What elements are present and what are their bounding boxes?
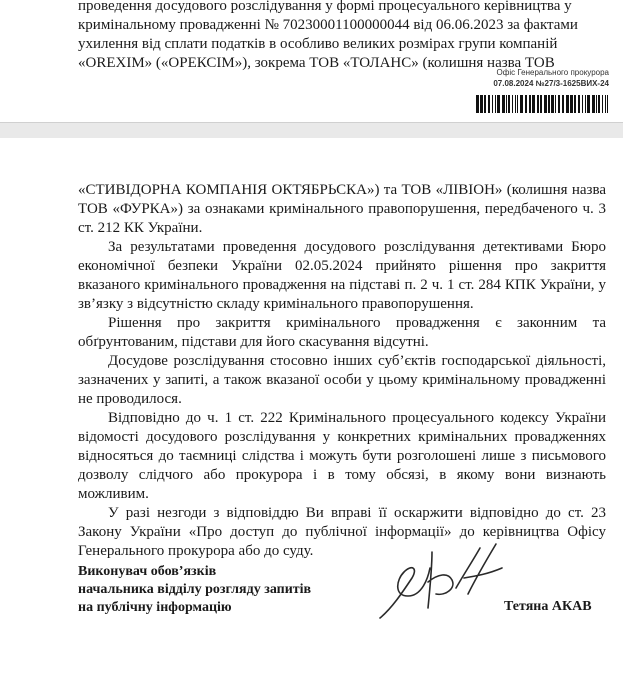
- barcode-bar: [495, 95, 496, 113]
- barcode-bar: [512, 95, 513, 113]
- page-bottom: [0, 138, 623, 684]
- barcode-bar: [540, 95, 542, 113]
- top-paragraph: [78, 0, 606, 73]
- signatory-title-line-3: на публічну інформацію: [78, 600, 232, 615]
- barcode-bar: [598, 95, 600, 113]
- barcode-bar: [515, 95, 516, 113]
- barcode-bar: [596, 95, 597, 113]
- barcode-bar: [585, 95, 586, 113]
- paragraph-investigation-result: За результатами проведення досудового розслідування детективами Бюро економічної безпеки України 02.05.2024 прийнято рішення про закриття вказаного кримінального провадження на підставі п. 2 ч. 1 ст. 284 КПК України, у зв’язку з відсутністю складу кримінального правопорушення.: [78, 239, 606, 312]
- signatory-title: [78, 563, 378, 617]
- paragraph-other-entities: Досудове розслідування стосовно інших суб’єктів господарської діяльності, зазначених у запиті, а також вказаної особи у цьому кримінальному провадженні не проводилося.: [78, 353, 606, 407]
- barcode-bar: [508, 95, 510, 113]
- barcode-bar: [548, 95, 550, 113]
- signatory-title-line-1: Виконувач обов’язків: [78, 564, 217, 579]
- barcode-bar: [529, 95, 531, 113]
- page-top-fragment: [0, 0, 623, 122]
- barcode-bar: [558, 95, 560, 113]
- barcode-bar: [607, 95, 608, 113]
- barcode-bar: [582, 95, 583, 113]
- barcode-bar: [592, 95, 595, 113]
- barcode-bar: [532, 95, 535, 113]
- top-line-2: кримінальному провадженні № 70230001100000044 від 06.06.2023 за фактами: [78, 17, 578, 33]
- signatory-title-line-2: начальника відділу розгляду запитів: [78, 582, 312, 597]
- barcode-bar: [555, 95, 556, 113]
- barcode-bar: [566, 95, 569, 113]
- barcode-bar: [517, 95, 518, 113]
- barcode-bar: [476, 95, 479, 113]
- top-line-4: «OREXIM» («ОРЕКСІМ»), зокрема ТОВ «ТОЛАНС» (колишня назва ТОВ: [78, 55, 555, 71]
- paragraph-secrecy: Відповідно до ч. 1 ст. 222 Кримінального процесуального кодексу України відомості досудового розслідування у конкретних кримінальних провадженнях відносяться до таємниці слідства і можуть бути розголошені лише з письмового дозволу слідчого або прокурора і в тому обсязі, в якому вони визнають можливим.: [78, 410, 606, 502]
- barcode-bar: [578, 95, 580, 113]
- barcode-bar: [602, 95, 603, 113]
- registration-stamp-office: Офіс Генерального прокурора: [496, 68, 609, 77]
- barcode-bar: [551, 95, 554, 113]
- barcode-bar: [506, 95, 507, 113]
- handwritten-signature: [372, 538, 512, 622]
- barcode-bar: [574, 95, 576, 113]
- barcode-bar: [480, 95, 483, 113]
- barcode-bar: [520, 95, 523, 113]
- barcode-bar: [605, 95, 606, 113]
- barcode-bar: [502, 95, 505, 113]
- barcode-bar: [525, 95, 527, 113]
- top-line-3: ухилення від сплати податків в особливо великих розмірах групи компаній: [78, 36, 558, 52]
- barcode-bar: [497, 95, 500, 113]
- top-line-1: проведення досудового розслідування у формі процесуального керівництва у: [78, 0, 572, 14]
- barcode-bar: [537, 95, 539, 113]
- barcode-bar: [570, 95, 573, 113]
- paragraph-continuation: «СТИВІДОРНА КОМПАНІЯ ОКТЯБРЬСКА») та ТОВ «ЛІВІОН» (колишня назва ТОВ «ФУРКА») за ознаками кримінального правопорушення, передбаченого ч. 3 ст. 212 КК України.: [78, 182, 606, 236]
- barcode-bar: [544, 95, 547, 113]
- registration-stamp-number: 07.08.2024 №27/3-1625ВИХ-24: [493, 79, 609, 88]
- barcode-bar: [587, 95, 590, 113]
- barcode-bar: [484, 95, 486, 113]
- barcode-bar: [562, 95, 564, 113]
- signer-name: Тетяна АКАВ: [504, 599, 592, 614]
- barcode-icon: [476, 95, 610, 113]
- barcode-bar: [492, 95, 493, 113]
- paragraph-appeal: У разі незгоди з відповіддю Ви вправі її оскаржити відповідно до ст. 23 Закону України «Про доступ до публічної інформації» до керівництва Офісу Генерального прокурора або до суду.: [78, 505, 606, 559]
- barcode-bar: [488, 95, 490, 113]
- paragraph-decision-lawful: Рішення про закриття кримінального провадження є законним та обґрунтованим, підстави для його скасування відсутні.: [78, 315, 606, 350]
